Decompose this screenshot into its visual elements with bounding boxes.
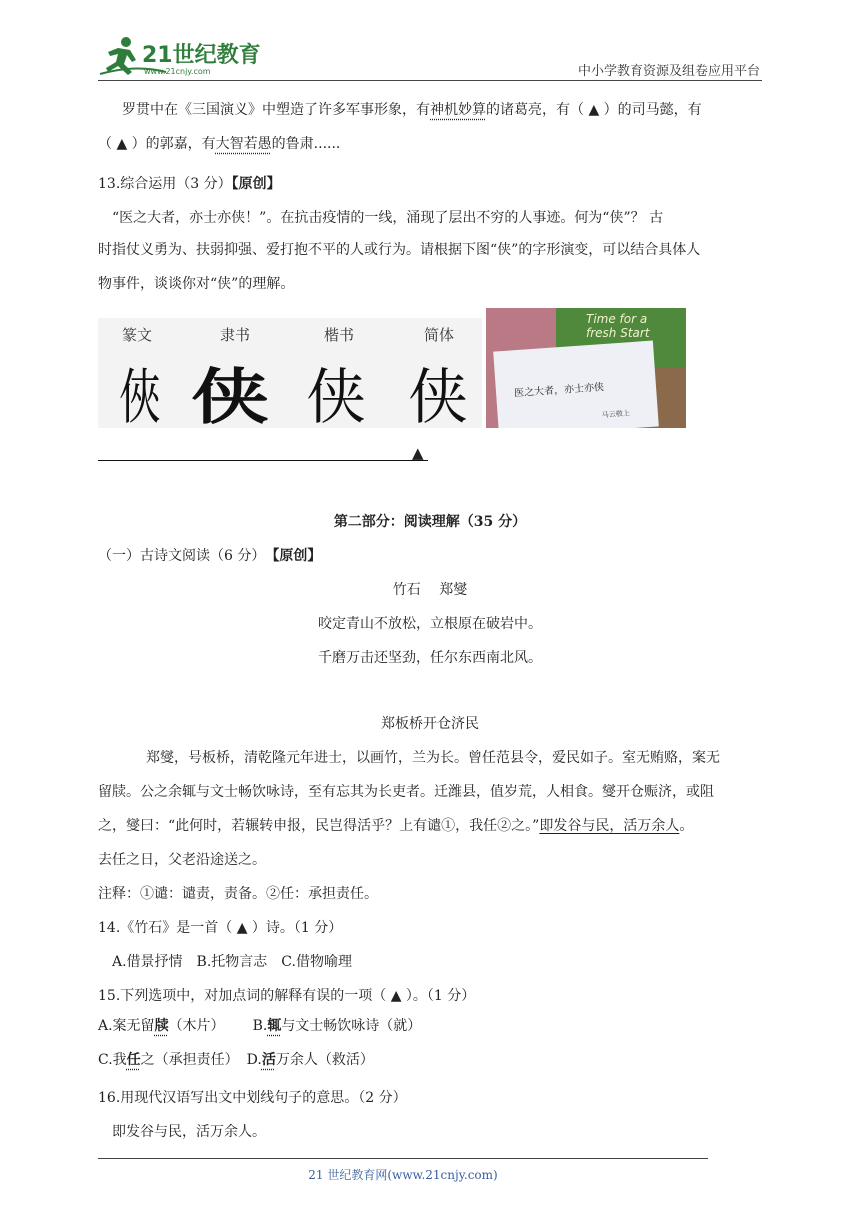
runner-logo-icon [96, 34, 266, 78]
photo-book-title: Time for a fresh Start [586, 312, 650, 340]
site-logo [96, 34, 266, 78]
dotted-word-a: 牍 [154, 1018, 169, 1034]
intro-line-1: 罗贯中在《三国演义》中塑造了许多军事形象，有神机妙算的诸葛亮，有（ ▲ ）的司马懿，有 [122, 102, 702, 118]
answer-line [98, 460, 428, 461]
dotted-word-d: 活 [261, 1052, 276, 1068]
section1-title: （一）古诗文阅读（6 分） 【原创】 [98, 548, 322, 564]
prose-note: 注释：①谴：谴责，责备。②任：承担责任。 [98, 886, 378, 902]
photo-note-sign: 马云敬上 [601, 409, 631, 420]
glyph-clerical: 侠 [191, 363, 269, 433]
intro-line-2: （ ▲ ）的郭嘉，有大智若愚的鲁肃...... [98, 136, 341, 152]
glyph-label-regular: 楷书 [324, 326, 355, 344]
glyph-seal: 俠 [119, 363, 161, 433]
underlined-sentence: 即发谷与民，活万余人 [539, 818, 680, 834]
part2-title: 第二部分：阅读理解（35 分） [333, 514, 527, 530]
glyph-evolution-image [98, 318, 482, 433]
q15-options-cd: C.我任之（承担责任） D.活万余人（救活） [98, 1052, 374, 1068]
platform-name: 中小学教育资源及组卷应用平台 [577, 64, 760, 79]
note-photo [486, 308, 686, 428]
q15-options-ab: A.案无留牍（木片） B.辄与文士畅饮咏诗（就） [98, 1018, 422, 1034]
glyph-regular: 侠 [306, 363, 366, 433]
prose-title: 郑板桥开仓济民 [381, 716, 479, 732]
poem-line-1: 咬定青山不放松，立根原在破岩中。 [318, 616, 542, 632]
footer-divider [98, 1158, 708, 1159]
logo-url: www.21cnjy.com [144, 67, 211, 76]
prose-para-1: 郑燮，号板桥，清乾隆元年进士，以画竹，兰为长。曾任范县令，爱民如子。室无贿赂，案无 [146, 750, 720, 766]
answer-mark: ▲ [412, 444, 424, 462]
dotted-word-b: 辄 [267, 1018, 282, 1034]
photo-note-text: 医之大者，亦士亦侠 [513, 382, 605, 400]
q14-options: A.借景抒情 B.托物言志 C.借物喻理 [112, 954, 352, 970]
glyph-label-clerical: 隶书 [220, 326, 251, 344]
glyph-label-simplified: 简体 [424, 326, 455, 344]
logo-text: 21世纪教育 [142, 43, 261, 68]
prose-para-3: 之，燮曰：“此何时，若辗转申报，民岂得活乎？上有谴①，我任②之。”即发谷与民，活万余人。 [98, 818, 694, 834]
q15-title: 15.下列选项中，对加点词的解释有误的一项（ ▲ ）。（1 分） [98, 988, 476, 1004]
prose-para-2: 留牍。公之余辄与文士畅饮咏诗，至有忘其为长吏者。迁潍县，值岁荒，人相食。燮开仓赈济，或阻 [98, 784, 714, 800]
q13-para-3: 物事件，谈谈你对“侠”的理解。 [98, 276, 295, 292]
header-divider [98, 80, 762, 81]
glyph-label-seal: 篆文 [122, 326, 153, 344]
poem-line-2: 千磨万击还坚劲，任尔东西南北风。 [318, 650, 542, 666]
dotted-word-c: 任 [126, 1052, 141, 1068]
dotted-idiom-1: 神机妙算 [430, 102, 486, 118]
q16-title: 16.用现代汉语写出文中划线句子的意思。（2 分） [98, 1090, 407, 1106]
q13-title: 13.综合运用（3 分）【原创】 [98, 176, 281, 192]
poem-title: 竹石 郑燮 [392, 582, 468, 598]
prose-para-4: 去任之日，父老沿途送之。 [98, 852, 266, 868]
glyph-simplified: 侠 [408, 363, 468, 433]
dotted-idiom-2: 大智若愚 [215, 136, 272, 152]
footer-link[interactable]: 21 世纪教育网(www.21cnjy.com) [308, 1168, 498, 1182]
q16-sentence: 即发谷与民，活万余人。 [112, 1124, 266, 1140]
q13-para-2: 时指仗义勇为、扶弱抑强、爱打抱不平的人或行为。请根据下图“侠”的字形演变，可以结合具体人 [98, 242, 701, 258]
q13-para-1: “医之大者，亦士亦侠！”。在抗击疫情的一线，涌现了层出不穷的人事迹。何为“侠”？ 古 [112, 210, 664, 226]
q14-title: 14.《竹石》是一首（ ▲ ）诗。（1 分） [98, 920, 343, 936]
